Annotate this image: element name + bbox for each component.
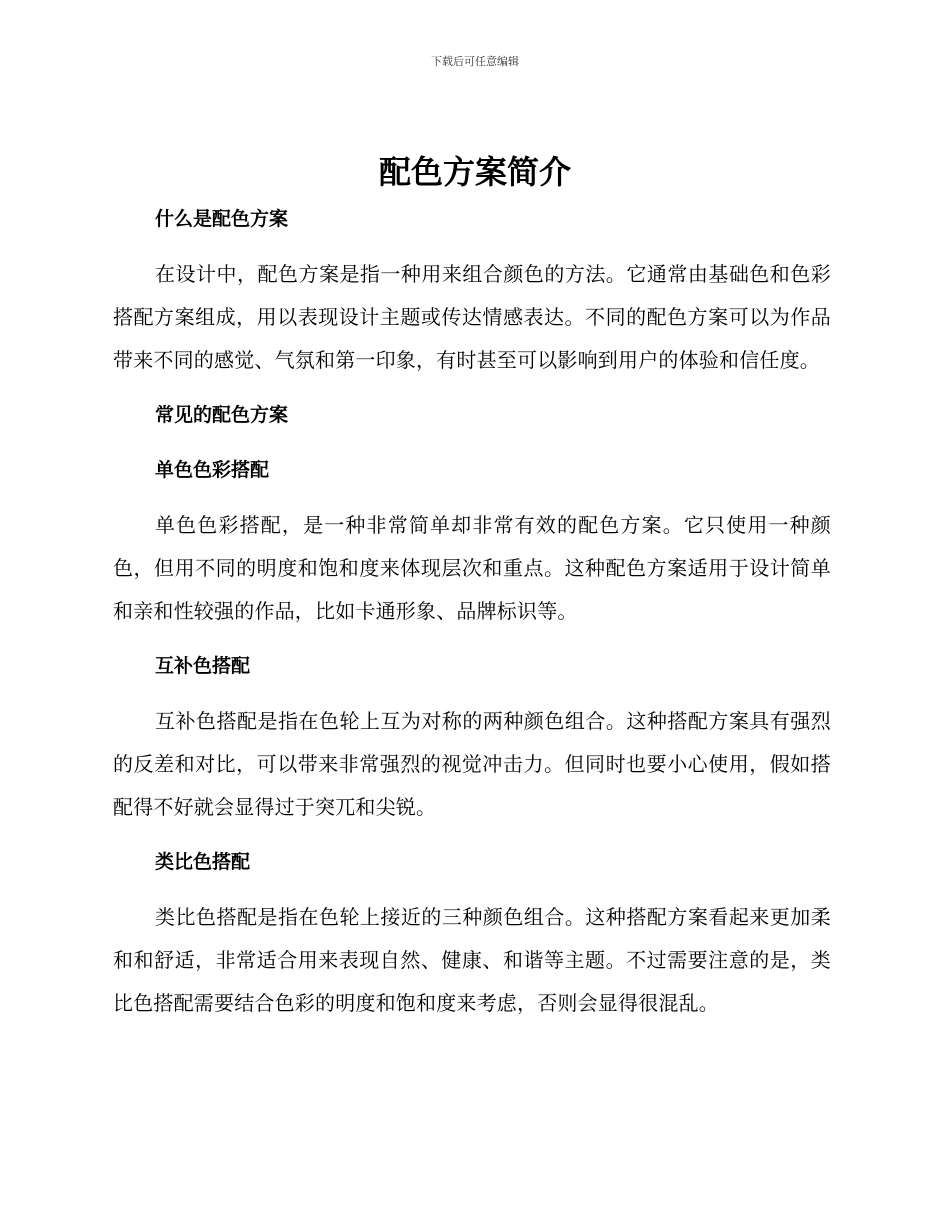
header-note: 下载后可任意编辑 xyxy=(431,55,519,68)
paragraph-complementary: 互补色搭配是指在色轮上互为对称的两种颜色组合。这种搭配方案具有强烈的反差和对比，可以带来非常强烈的视觉冲击力。但同时也要小心使用，假如搭配得不好就会显得过于突兀和尖锐。 xyxy=(113,709,831,819)
paragraph-analogous: 类比色搭配是指在色轮上接近的三种颜色组合。这种搭配方案看起来更加柔和和舒适，非常适合用来表现自然、健康、和谐等主题。不过需要注意的是，类比色搭配需要结合色彩的明度和饱和度来考虑，否则会显得很混乱。 xyxy=(113,905,831,1015)
document-title: 配色方案简介 xyxy=(378,153,571,191)
section-heading-common: 常见的配色方案 xyxy=(155,404,289,426)
section-heading-what: 什么是配色方案 xyxy=(155,208,289,230)
subsection-heading-mono: 单色色彩搭配 xyxy=(155,459,270,481)
subsection-heading-analogous: 类比色搭配 xyxy=(155,851,251,873)
paragraph-mono: 单色色彩搭配，是一种非常简单却非常有效的配色方案。它只使用一种颜色，但用不同的明度和饱和度来体现层次和重点。这种配色方案适用于设计简单和亲和性较强的作品，比如卡通形象、品牌标识等。 xyxy=(113,513,831,623)
document-body xyxy=(113,198,831,1037)
subsection-heading-complementary: 互补色搭配 xyxy=(155,655,251,677)
paragraph-what: 在设计中，配色方案是指一种用来组合颜色的方法。它通常由基础色和色彩搭配方案组成，用以表现设计主题或传达情感表达。不同的配色方案可以为作品带来不同的感觉、气氛和第一印象，有时甚至可以影响到用户的体验和信任度。 xyxy=(113,262,831,372)
